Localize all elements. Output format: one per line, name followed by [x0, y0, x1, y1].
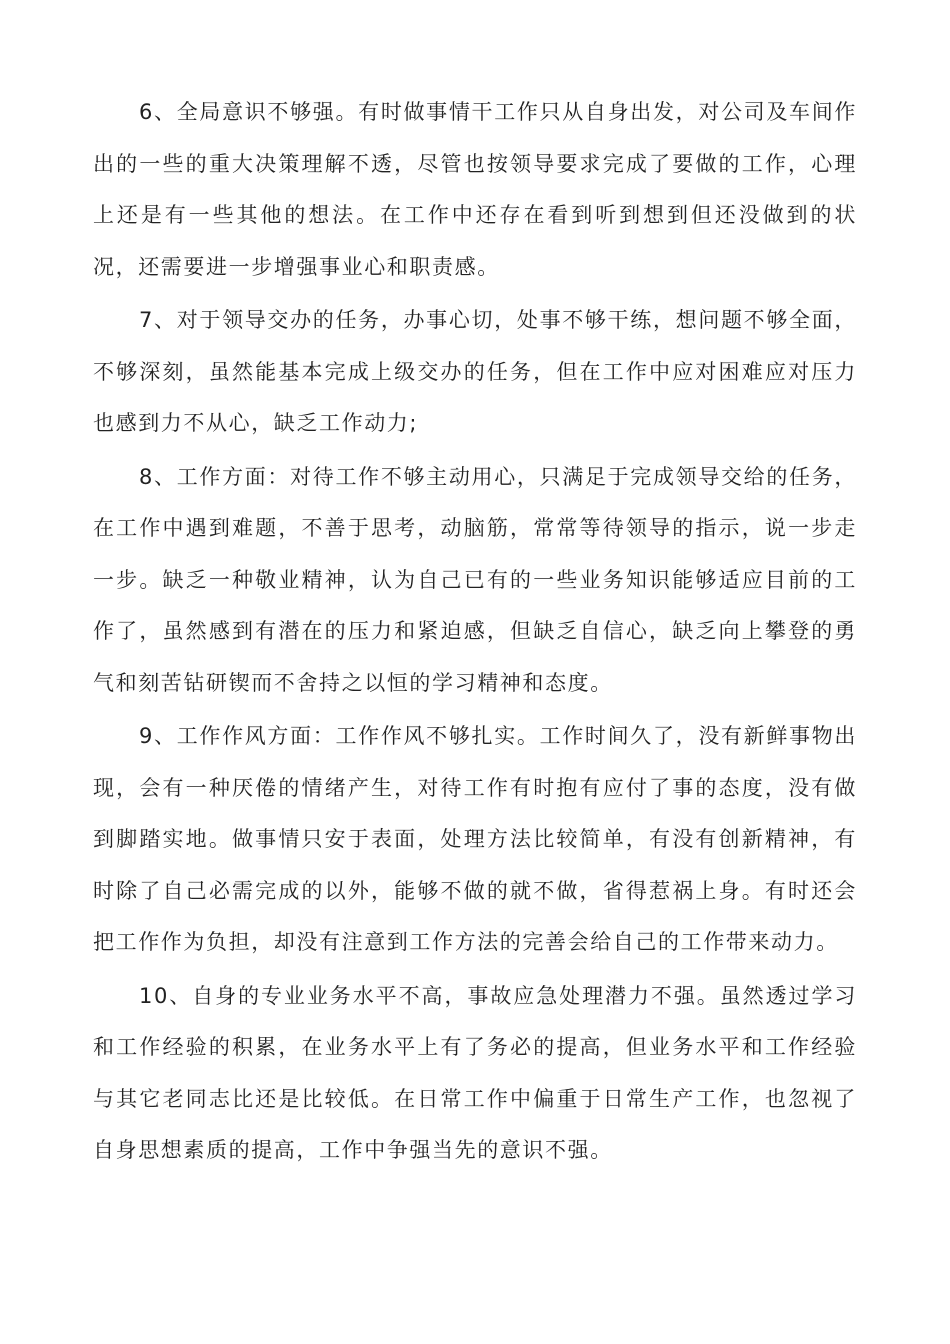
paragraph-7: [93, 295, 857, 450]
paragraph-line: 作，心理上还是有一些其他的想法。在工作中还存在看到听到想到但还没: [93, 151, 857, 227]
paragraph-9: [93, 711, 857, 969]
paragraph-line: 精神，有时除了自己必需完成的以外，能够不做的就不做，省得惹祸上: [93, 827, 857, 903]
paragraph-line: 做到的状况，还需要进一步增强事业心和职责感。: [93, 203, 857, 279]
paragraph-line: 对压力也感到力不从心，缺乏工作动力;: [93, 359, 857, 435]
paragraph-line: 习和工作经验的积累，在业务水平上有了务必的提高，但业务水平和工作: [93, 983, 857, 1059]
paragraph-6: [93, 87, 857, 293]
paragraph-line: 间作出的一些的重大决策理解不透，尽管也按领导要求完成了要做的工: [93, 100, 857, 176]
paragraph-line: 8、工作方面：对待工作不够主动用心，只满足于完成领导交给的任: [139, 464, 812, 489]
paragraph-line: 6、全局意识不够强。有时做事情干工作只从自身出发，对公司及车: [139, 100, 812, 124]
document-page: [93, 87, 857, 1179]
paragraph-line: 经验与其它老同志比还是比较低。在日常工作中偏重于日常生产工作，也: [93, 1035, 857, 1111]
paragraph-line: 身。有时还会把工作作为负担，却没有注意到工作方法的完善会给自己的: [93, 878, 857, 954]
paragraph-line: 9、工作作风方面：工作作风不够扎实。工作时间久了，没有新鲜事: [139, 724, 812, 748]
paragraph-line: 忽视了自身思想素质的提高，工作中争强当先的意识不强。: [93, 1086, 857, 1162]
paragraph-line: 目前的工作了，虽然感到有潜在的压力和紧迫感，但缺乏自信心，缺乏向: [93, 567, 857, 643]
paragraph-line: 上攀登的勇气和刻苦钻研锲而不舍持之以恒的学习精神和态度。: [93, 619, 857, 695]
paragraph-line: 7、对于领导交办的任务，办事心切，处事不够干练，想问题不够全: [139, 308, 812, 332]
paragraph-8: [93, 452, 857, 710]
paragraph-line: 物出现，会有一种厌倦的情绪产生，对待工作有时抱有应付了事的态度，: [93, 724, 857, 800]
paragraph-10: [93, 971, 857, 1177]
paragraph-line: 一步走一步。缺乏一种敬业精神，认为自己已有的一些业务知识能够适应: [93, 516, 857, 592]
paragraph-line: 务，在工作中遇到难题，不善于思考，动脑筋，常常等待领导的指示，说: [93, 464, 857, 540]
paragraph-line: 没有做到脚踏实地。做事情只安于表面，处理方法比较简单，有没有创新: [93, 775, 857, 851]
paragraph-line: 面，不够深刻，虽然能基本完成上级交办的任务，但在工作中应对困难应: [93, 308, 857, 384]
paragraph-line: 10、自身的专业业务水平不高，事故应急处理潜力不强。虽然透过学: [139, 983, 835, 1008]
paragraph-line: 工作带来动力。: [680, 930, 839, 954]
